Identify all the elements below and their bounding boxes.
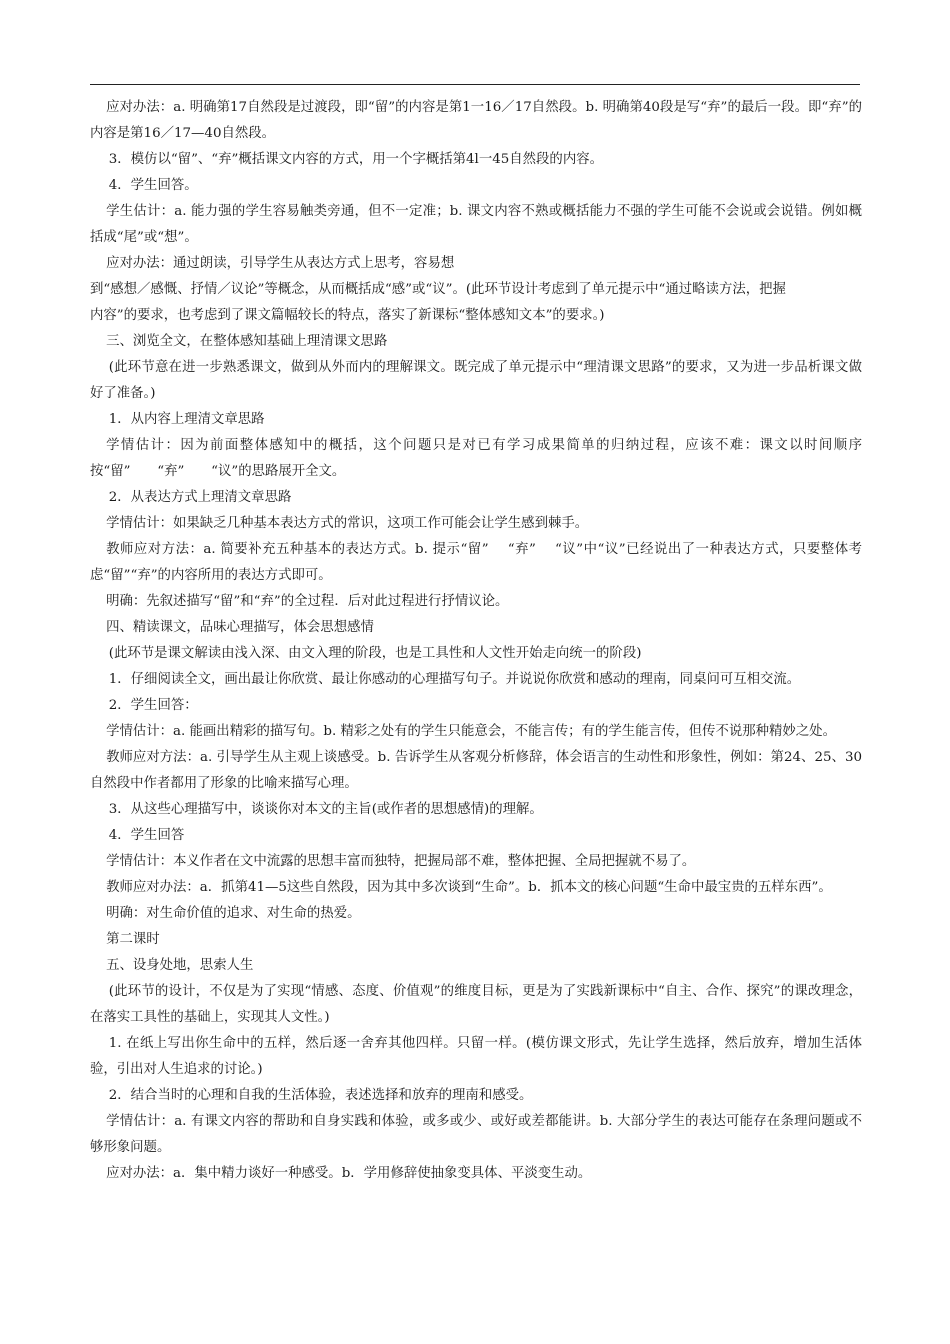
- paragraph: 2．结合当时的心理和自我的生活体验，表述选择和放弃的理南和感受。: [108, 1088, 533, 1103]
- paragraph: 应对办法：a. 明确第17自然段是过渡段，即“留”的内容是第1一16／17自然段。b. 明确第40段是写“弃”的最后一段。即“弃”的内容是第16／17—40自然段。: [90, 100, 862, 141]
- paragraph: 应对办法：a．集中精力谈好一种感受。b．学用修辞使抽象变具体、平淡变生动。: [106, 1166, 592, 1181]
- paragraph: (此环节意在进一步熟悉课文，做到从外而内的理解课文。既完成了单元提示中“理清课文思路”的要求，又为进一步品析课文做好了准备。): [90, 360, 862, 401]
- paragraph: 2．从表达方式上理清文章思路: [108, 490, 292, 505]
- paragraph: 2．学生回答：: [108, 698, 198, 713]
- header-rule: [90, 84, 860, 85]
- paragraph: 3．模仿以“留”、“弃”概括课文内容的方式，用一个字概括第4l一45自然段的内容。: [108, 152, 603, 167]
- paragraph: 教师应对办法：a．抓第41—5这些自然段，因为其中多次谈到“生命”。b．抓本文的核心问题“生命中最宝贵的五样东西”。: [106, 880, 832, 895]
- paragraph: 明确：先叙述描写“留”和“弃”的全过程．后对此过程进行抒情议论。: [106, 594, 509, 609]
- paragraph: 学情估计：如果缺乏几种基本表达方式的常识，这项工作可能会让学生感到棘手。: [106, 516, 589, 531]
- paragraph: 1．从内容上理清文章思路: [108, 412, 265, 427]
- paragraph: 4．学生回答: [108, 828, 185, 843]
- paragraph: (此环节的设计，不仅是为了实现“情感、态度、价值观”的维度目标，更是为了实践新课标中“自主、合作、探究”的课改理念，在落实工具性的基础上，实现其人文性。): [90, 984, 862, 1025]
- document-body: [90, 95, 862, 1187]
- paragraph: 3．从这些心理描写中，谈谈你对本文的主旨(或作者的思想感情)的理解。: [108, 802, 543, 817]
- paragraph: 学情估计：a. 有课文内容的帮助和自身实践和体验，或多或少、或好或差都能讲。b. 大部分学生的表达可能存在条理问题或不够形象问题。: [90, 1114, 862, 1155]
- paragraph: 内容”的要求，也考虑到了课文篇幅较长的特点，落实了新课标“整体感知文本”的要求。): [90, 308, 605, 323]
- paragraph: 学情估计：因为前面整体感知中的概括，这个问题只是对已有学习成果简单的归纳过程，应该不难：课文以时间顺序按“留” “弃” “议”的思路展开全文。: [90, 438, 862, 479]
- paragraph: 应对办法：通过朗读，引导学生从表达方式上思考，容易想: [106, 256, 455, 271]
- paragraph: (此环节是课文解读由浅入深、由文入理的阶段，也是工具性和人文性开始走向统一的阶段): [108, 646, 642, 661]
- paragraph: 教师应对方法：a. 引导学生从主观上谈感受。b. 告诉学生从客观分析修辞，体会语言的生动性和形象性，例如：第24、25、30自然段中作者都用了形象的比喻来描写心理。: [90, 750, 862, 791]
- paragraph: 学情估计：本义作者在文中流露的思想丰富而独特，把握局部不难，整体把握、全局把握就不易了。: [106, 854, 696, 869]
- paragraph: 明确：对生命价值的追求、对生命的热爱。: [106, 906, 361, 921]
- paragraph: 第二课时: [106, 932, 160, 947]
- paragraph: 学生估计：a. 能力强的学生容易触类旁通，但不一定准；b. 课文内容不熟或概括能力不强的学生可能不会说或会说错。例如概括成“尾”或“想”。: [90, 204, 862, 245]
- paragraph: 教师应对方法：a. 简要补充五种基本的表达方式。b. 提示“留” “弃” “议”中“议”已经说出了一种表达方式，只要整体考虑“留”“弃”的内容所用的表达方式即可。: [90, 542, 862, 583]
- paragraph: 四、精读课文，品味心理描写，体会思想感情: [106, 620, 374, 635]
- paragraph: 学情估计：a. 能画出精彩的描写句。b. 精彩之处有的学生只能意会，不能言传；有的学生能言传，但传不说那种精妙之处。: [106, 724, 836, 739]
- paragraph: 到“感想／感慨、抒情／议论”等概念，从而概括成“感”或“议”。(此环节设计考虑到了单元提示中“通过略读方法，把握: [90, 282, 786, 297]
- paragraph: 1．仔细阅读全文，画出最让你欣赏、最让你感动的心理描写句子。并说说你欣赏和感动的理南，同桌问可互相交流。: [108, 672, 801, 687]
- paragraph: 1. 在纸上写出你生命中的五样，然后逐一舍弃其他四样。只留一样。(模仿课文形式，先让学生选择，然后放弃，增加生活体验，引出对人生追求的讨论。): [90, 1036, 862, 1077]
- paragraph: 4．学生回答。: [108, 178, 198, 193]
- paragraph: 三、浏览全文，在整体感知基础上理清课文思路: [106, 334, 388, 349]
- paragraph: 五、设身处地，思索人生: [106, 958, 254, 973]
